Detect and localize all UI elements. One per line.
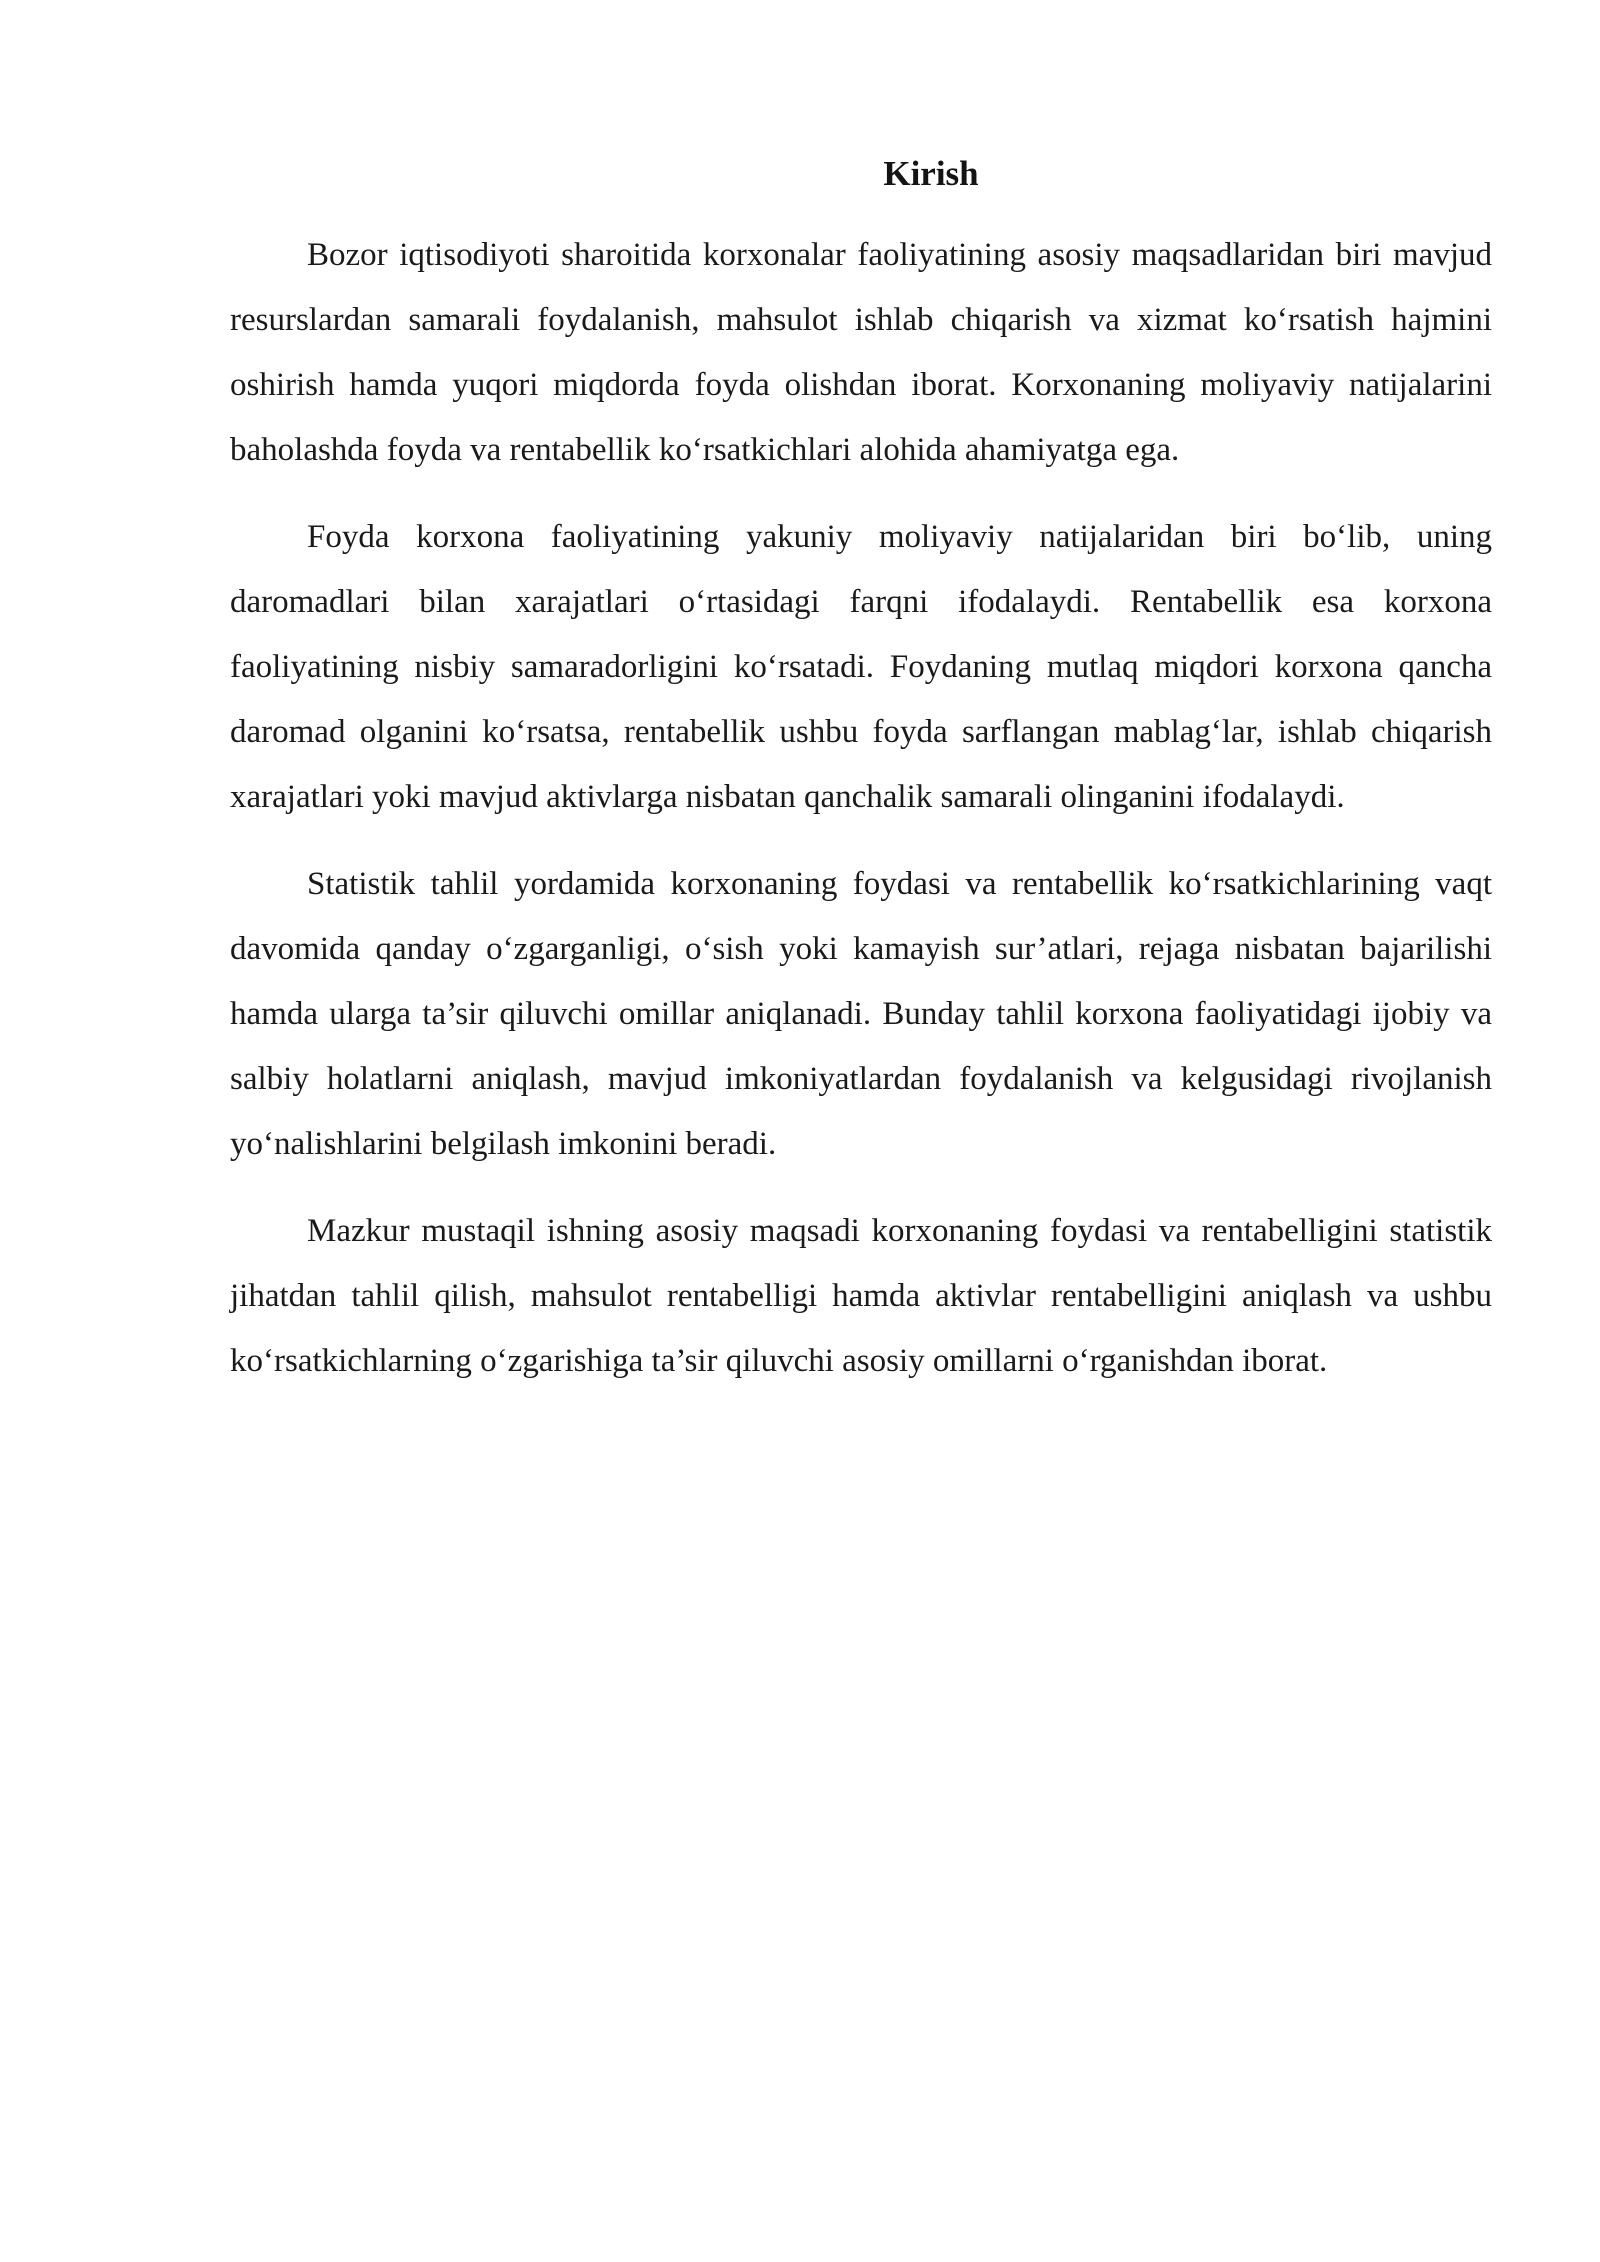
paragraph-4: Mazkur mustaqil ishning asosiy maqsadi korxonaning foydasi va rentabelligini statistik jihatdan tahlil qilish, mahsulot rentabelligi hamda aktivlar rentabelligini aniqlash va ushbu ko‘rsatkichlarning o‘zgarishiga ta’sir qiluvchi asosiy omillarni o‘rganishdan iborat. xyxy=(230,1213,1492,1379)
section-title: Kirish xyxy=(883,154,979,193)
paragraph-2: Foyda korxona faoliyatining yakuniy moliyaviy natijalaridan biri bo‘lib, uning daromadlari bilan xarajatlari o‘rtasidagi farqni ifodalaydi. Rentabellik esa korxona faoliyatining nisbiy samaradorligini ko‘rsatadi. Foydaning mutlaq miqdori korxona qancha daromad olganini ko‘rsatsa, rentabellik ushbu foyda sarflangan mablag‘lar, ishlab chiqarish xarajatlari yoki mavjud aktivlarga nisbatan qanchalik samarali olinganini ifodalaydi. xyxy=(230,519,1492,815)
paragraph-3: Statistik tahlil yordamida korxonaning foydasi va rentabellik ko‘rsatkichlarining vaqt davomida qanday o‘zgarganligi, o‘sish yoki kamayish sur’atlari, rejaga nisbatan bajarilishi hamda ularga ta’sir qiluvchi omillar aniqlanadi. Bunday tahlil korxona faoliyatidagi ijobiy va salbiy holatlarni aniqlash, mavjud imkoniyatlardan foydalanish va kelgusidagi rivojlanish yo‘nalishlarini belgilash imkonini beradi. xyxy=(230,866,1492,1162)
document-body xyxy=(230,148,1492,1416)
paragraph-1: Bozor iqtisodiyoti sharoitida korxonalar faoliyatining asosiy maqsadlaridan biri mavjud resurslardan samarali foydalanish, mahsulot ishlab chiqarish va xizmat ko‘rsatish hajmini oshirish hamda yuqori miqdorda foyda olishdan iborat. Korxonaning moliyaviy natijalarini baholashda foyda va rentabellik ko‘rsatkichlari alohida ahamiyatga ega. xyxy=(230,237,1492,468)
